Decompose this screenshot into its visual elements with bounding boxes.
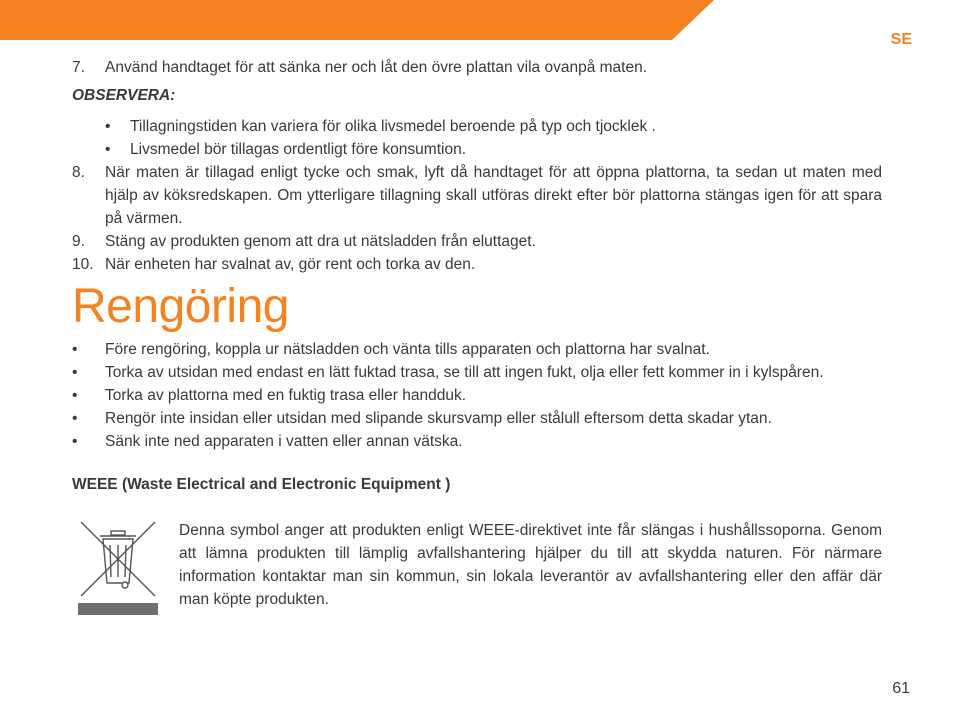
cleaning-bullet: [72, 361, 882, 384]
bullet-icon: •: [72, 364, 78, 381]
step-10: [72, 253, 882, 276]
page-content: [72, 56, 882, 619]
cleaning-bullet-text: Rengör inte insidan eller utsidan med slipande skursvamp eller stålull eftersom detta skadar ytan.: [105, 410, 772, 427]
bullet-icon: •: [72, 410, 78, 427]
bullet-icon: •: [72, 341, 78, 358]
cleaning-bullet: [72, 430, 882, 453]
header-orange-bar-slant: [672, 0, 714, 40]
step-number: 9.: [72, 233, 85, 250]
cleaning-bullet-text: Sänk inte ned apparaten i vatten eller annan vätska.: [105, 433, 463, 450]
note-bullet: [105, 115, 882, 138]
cleaning-bullet-text: Torka av plattorna med en fuktig trasa eller handduk.: [105, 387, 467, 404]
step-text: Använd handtaget för att sänka ner och låt den övre plattan vila ovanpå maten.: [105, 59, 648, 76]
step-9: [72, 230, 882, 253]
step-number: 8.: [72, 164, 85, 181]
cleaning-bullet-text: Före rengöring, koppla ur nätsladden och vänta tills apparaten och plattorna har svalnat.: [105, 341, 710, 358]
cleaning-bullet-text: Torka av utsidan med endast en lätt fuktad trasa, se till att ingen fukt, olja eller fett kommer in i kylspåren.: [105, 364, 824, 381]
crossed-bin-icon: [78, 519, 158, 615]
step-number: 10.: [72, 256, 94, 273]
note-bullet-text: Livsmedel bör tillagas ordentligt före konsumtion.: [130, 141, 467, 158]
page-number: 61: [892, 680, 910, 697]
note-title: OBSERVERA:: [72, 87, 176, 104]
cleaning-bullet: [72, 338, 882, 361]
cleaning-bullet: [72, 384, 882, 407]
bullet-icon: •: [105, 141, 111, 158]
note-bullet-text: Tillagningstiden kan variera för olika livsmedel beroende på typ och tjocklek .: [130, 118, 656, 135]
weee-text: Denna symbol anger att produkten enligt WEEE-direktivet inte får slängas i hushållssoporna. Genom att lämna produkten till lämplig avfallshantering hjälper du till att skydda naturen. För närmare information kontaktar man sin kommun, sin lokala leverantör av avfallshantering eller den affär där man köpte produkten.: [179, 522, 882, 608]
step-8: [72, 161, 882, 230]
header-orange-bar: [0, 0, 672, 40]
step-text: När enheten har svalnat av, gör rent och torka av den.: [105, 256, 476, 273]
bullet-icon: •: [72, 433, 78, 450]
bullet-icon: •: [72, 387, 78, 404]
step-7: [72, 56, 882, 79]
step-number: 7.: [72, 59, 85, 76]
step-text: När maten är tillagad enligt tycke och smak, lyft då handtaget för att öppna plattorna, ta sedan ut maten med hjälp av köksredskapen. Om ytterligare tillagning skall utföras direkt efter bör plattorna stängas igen för att spara på värmen.: [105, 164, 882, 227]
note-bullet: [105, 138, 882, 161]
weee-section: [72, 519, 882, 619]
language-code: SE: [890, 31, 912, 48]
weee-title: WEEE (Waste Electrical and Electronic Equipment ): [72, 476, 451, 493]
section-heading-cleaning: Rengöring: [72, 280, 289, 333]
bullet-icon: •: [105, 118, 111, 135]
cleaning-bullet: [72, 407, 882, 430]
step-text: Stäng av produkten genom att dra ut nätsladden från eluttaget.: [105, 233, 536, 250]
note-bullet-list: [105, 115, 882, 161]
